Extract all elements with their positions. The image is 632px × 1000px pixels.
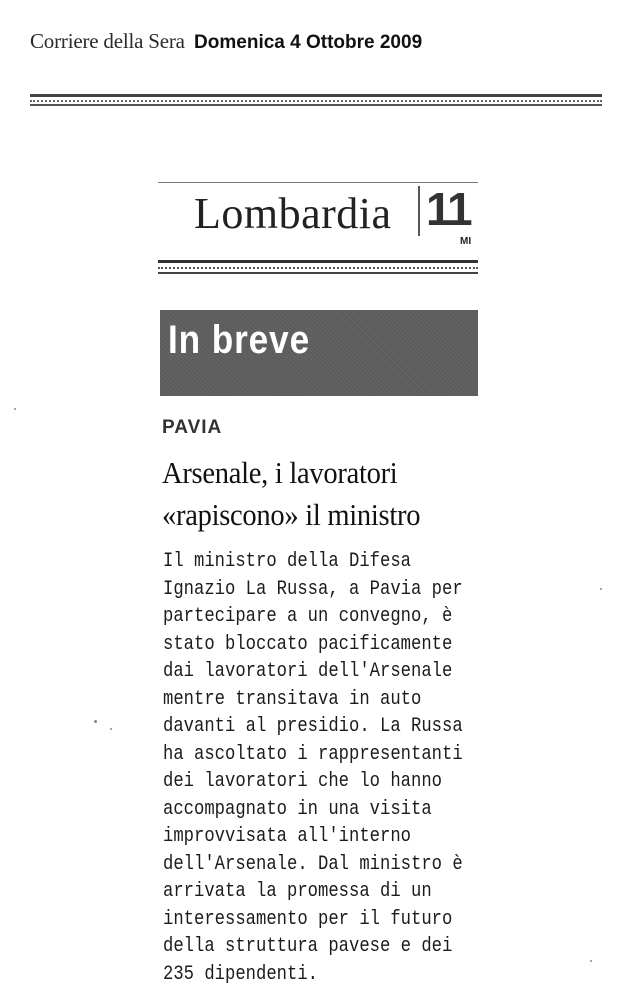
header-rule-middle bbox=[30, 100, 602, 102]
scan-speck bbox=[14, 408, 16, 410]
header-rule-top bbox=[30, 94, 602, 97]
article-body bbox=[163, 548, 483, 988]
body-line: Il ministro della Difesa bbox=[163, 550, 412, 573]
section-title: Lombardia bbox=[194, 189, 392, 238]
section-divider bbox=[418, 186, 420, 236]
body-line: dai lavoratori dell'Arsenale bbox=[163, 660, 453, 683]
body-line: ha ascoltato i rappresentanti bbox=[163, 742, 463, 766]
page-header bbox=[30, 28, 422, 56]
body-line: dei lavoratori che lo hanno bbox=[163, 770, 443, 793]
section-rule-top bbox=[158, 260, 478, 263]
body-line: Ignazio La Russa, a Pavia per bbox=[163, 577, 463, 601]
headline-line: Arsenale, i lavoratori bbox=[162, 455, 398, 490]
body-line: 235 dipendenti. bbox=[163, 962, 319, 986]
page-number: 11 bbox=[426, 183, 471, 235]
body-line: stato bloccato pacificamente bbox=[163, 632, 453, 656]
body-line: mentre transitava in auto bbox=[163, 687, 422, 711]
body-line: accompagnato in una visita bbox=[163, 797, 432, 821]
header-rule-bottom bbox=[30, 104, 602, 106]
body-line: improvvisata all'interno bbox=[163, 825, 412, 848]
scan-speck bbox=[590, 960, 592, 962]
headline-line: «rapiscono» il ministro bbox=[162, 497, 421, 532]
article-kicker: PAVIA bbox=[162, 417, 223, 438]
body-line: davanti al presidio. La Russa bbox=[163, 715, 463, 738]
body-line: arrivata la promessa di un bbox=[163, 880, 432, 903]
body-line: dell'Arsenale. Dal ministro è bbox=[163, 852, 463, 876]
newspaper-name: Corriere della Sera bbox=[30, 29, 185, 53]
region-code: MI bbox=[460, 236, 472, 247]
in-breve-label: In breve bbox=[168, 318, 311, 362]
section-rule-middle bbox=[158, 267, 478, 269]
scan-speck bbox=[600, 588, 602, 590]
body-line: della struttura pavese e dei bbox=[163, 935, 453, 958]
scan-speck bbox=[110, 728, 112, 730]
body-line: interessamento per il futuro bbox=[163, 907, 453, 931]
scan-speck bbox=[94, 720, 97, 723]
publication-date: Domenica 4 Ottobre 2009 bbox=[194, 32, 423, 53]
section-rule-bottom bbox=[158, 272, 478, 274]
article-headline bbox=[162, 452, 478, 536]
body-line: partecipare a un convegno, è bbox=[163, 605, 453, 628]
